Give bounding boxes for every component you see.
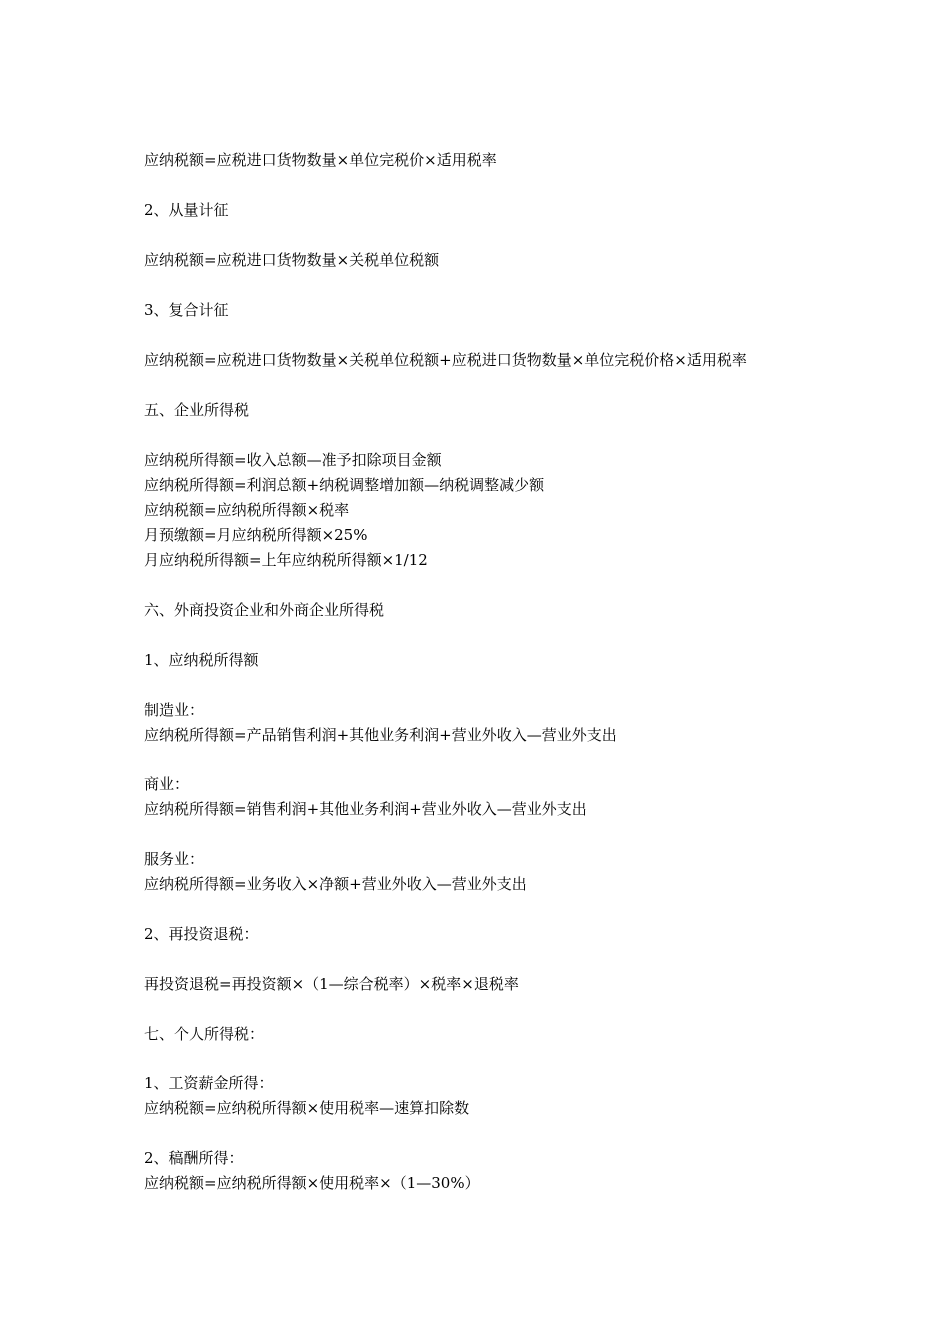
formula-line: 应纳税所得额=产品销售利润+其他业务利润+营业外收入—营业外支出 — [144, 726, 617, 744]
category-label: 商业： — [144, 775, 190, 793]
section-heading: 3、复合计征 — [144, 301, 229, 319]
formula-line: 应纳税额=应税进口货物数量×关税单位税额+应税进口货物数量×单位完税价格×适用税率 — [144, 351, 747, 369]
formula-line: 应纳税所得额=利润总额+纳税调整增加额—纳税调整减少额 — [144, 476, 545, 494]
section-heading: 七、个人所得税： — [144, 1025, 265, 1043]
formula-line: 应纳税额=应纳税所得额×税率 — [144, 501, 350, 519]
section-heading: 1、工资薪金所得： — [144, 1074, 274, 1092]
formula-line: 应纳税所得额=销售利润+其他业务利润+营业外收入—营业外支出 — [144, 800, 587, 818]
category-label: 制造业： — [144, 701, 205, 719]
formula-line: 应纳税额=应纳税所得额×使用税率—速算扣除数 — [144, 1099, 470, 1117]
section-heading: 2、再投资退税： — [144, 925, 259, 943]
section-heading: 六、外商投资企业和外商企业所得税 — [144, 601, 385, 619]
formula-line: 应纳税额=应纳税所得额×使用税率×（1—30%） — [144, 1174, 480, 1192]
formula-line: 应纳税额=应税进口货物数量×关税单位税额 — [144, 251, 440, 269]
formula-line: 应纳税额=应税进口货物数量×单位完税价×适用税率 — [144, 151, 497, 169]
section-heading: 2、从量计征 — [144, 201, 229, 219]
section-heading: 五、企业所得税 — [144, 401, 250, 419]
section-heading: 2、稿酬所得： — [144, 1149, 244, 1167]
formula-line: 月应纳税所得额=上年应纳税所得额×1/12 — [144, 551, 428, 569]
formula-line: 再投资退税=再投资额×（1—综合税率）×税率×退税率 — [144, 975, 519, 993]
formula-line: 月预缴额=月应纳税所得额×25% — [144, 526, 368, 544]
formula-line: 应纳税所得额=收入总额—准予扣除项目金额 — [144, 451, 442, 469]
category-label: 服务业： — [144, 850, 205, 868]
formula-line: 应纳税所得额=业务收入×净额+营业外收入—营业外支出 — [144, 875, 527, 893]
section-heading: 1、应纳税所得额 — [144, 651, 259, 669]
